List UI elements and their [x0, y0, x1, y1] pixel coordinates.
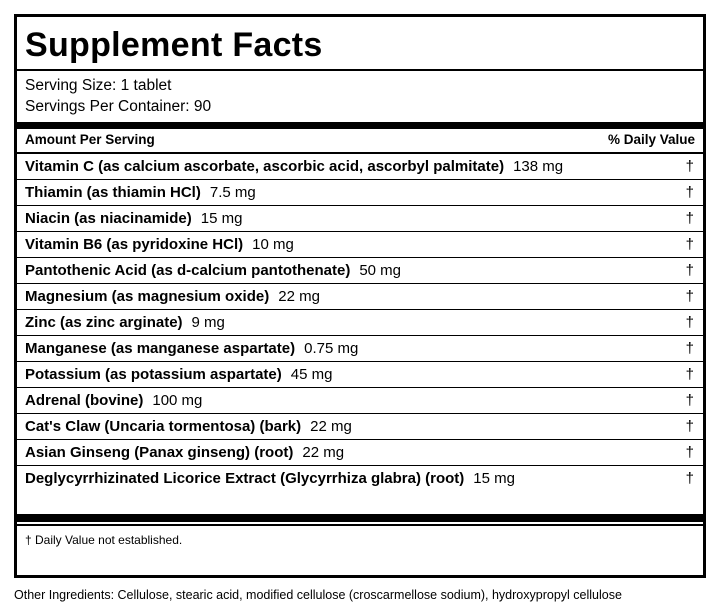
nutrient-name: Niacin (as niacinamide) — [25, 210, 192, 227]
nutrient-daily-value: † — [685, 392, 694, 409]
nutrient-row — [17, 362, 703, 388]
nutrient-amount: 45 mg — [290, 366, 333, 383]
nutrient-row — [17, 284, 703, 310]
other-ingredients: Other Ingredients: Cellulose, stearic acid, modified cellulose (croscarmellose sodium), hydroxypropyl cellulose — [14, 588, 622, 602]
title-divider — [17, 69, 703, 71]
nutrient-name: Vitamin B6 (as pyridoxine HCl) — [25, 236, 244, 253]
nutrient-daily-value: † — [685, 340, 694, 357]
nutrient-name: Potassium (as potassium aspartate) — [25, 366, 282, 383]
daily-value-footnote: † Daily Value not established. — [25, 533, 183, 547]
nutrient-list — [17, 154, 703, 492]
serving-size: Serving Size: 1 tablet — [25, 77, 172, 94]
nutrient-row — [17, 466, 703, 492]
panel-title: Supplement Facts — [25, 26, 323, 64]
nutrient-daily-value: † — [685, 366, 694, 383]
nutrient-amount: 10 mg — [252, 236, 294, 253]
nutrient-name: Manganese (as manganese aspartate) — [25, 340, 296, 357]
nutrient-amount: 7.5 mg — [209, 184, 256, 201]
nutrient-daily-value: † — [685, 158, 694, 175]
amount-per-serving-header: Amount Per Serving — [25, 132, 155, 147]
servings-per-container: Servings Per Container: 90 — [25, 97, 212, 115]
nutrient-amount: 15 mg — [473, 470, 515, 487]
nutrient-row — [17, 310, 703, 336]
nutrient-daily-value: † — [685, 184, 694, 201]
nutrient-amount: 50 mg — [359, 262, 402, 279]
nutrient-row — [17, 388, 703, 414]
nutrient-daily-value: † — [685, 262, 694, 279]
nutrient-name: Magnesium (as magnesium oxide) — [25, 288, 270, 305]
nutrient-amount: 0.75 mg — [304, 340, 359, 357]
nutrient-row — [17, 154, 703, 180]
nutrient-amount: 22 mg — [302, 444, 345, 461]
nutrient-amount: 100 mg — [152, 392, 203, 409]
nutrient-amount: 9 mg — [191, 314, 225, 331]
supplement-facts-panel — [14, 14, 706, 578]
thin-divider-bottom — [17, 524, 703, 526]
nutrient-row — [17, 232, 703, 258]
nutrient-daily-value: † — [685, 288, 694, 305]
nutrient-name: Cat's Claw (Uncaria tormentosa) (bark) — [25, 418, 302, 435]
nutrient-daily-value: † — [685, 444, 694, 461]
nutrient-amount: 22 mg — [278, 288, 320, 305]
nutrient-name: Thiamin (as thiamin HCl) — [25, 184, 201, 201]
nutrient-name: Adrenal (bovine) — [25, 392, 144, 409]
nutrient-row — [17, 336, 703, 362]
nutrient-row — [17, 414, 703, 440]
nutrient-amount: 15 mg — [200, 210, 243, 227]
nutrient-name: Zinc (as zinc arginate) — [25, 314, 183, 331]
nutrient-amount: 22 mg — [310, 418, 352, 435]
nutrient-daily-value: † — [685, 418, 694, 435]
nutrient-row — [17, 206, 703, 232]
nutrient-amount: 138 mg — [513, 158, 564, 175]
nutrient-row — [17, 440, 703, 466]
nutrient-name: Deglycyrrhizinated Licorice Extract (Glycyrrhiza glabra) (root) — [25, 470, 465, 487]
daily-value-header: % Daily Value — [607, 132, 695, 147]
nutrient-daily-value: † — [685, 470, 694, 487]
nutrient-row — [17, 180, 703, 206]
nutrient-name: Asian Ginseng (Panax ginseng) (root) — [25, 444, 294, 461]
nutrient-daily-value: † — [685, 314, 694, 331]
nutrient-daily-value: † — [685, 210, 694, 227]
nutrient-name: Pantothenic Acid (as d-calcium pantothenate) — [25, 262, 351, 279]
nutrient-daily-value: † — [685, 236, 694, 253]
thick-divider-bottom — [17, 514, 703, 522]
serving-info — [25, 76, 211, 117]
nutrient-name: Vitamin C (as calcium ascorbate, ascorbic acid, ascorbyl palmitate) — [25, 158, 505, 175]
thick-divider-top — [17, 122, 703, 129]
nutrient-row — [17, 258, 703, 284]
